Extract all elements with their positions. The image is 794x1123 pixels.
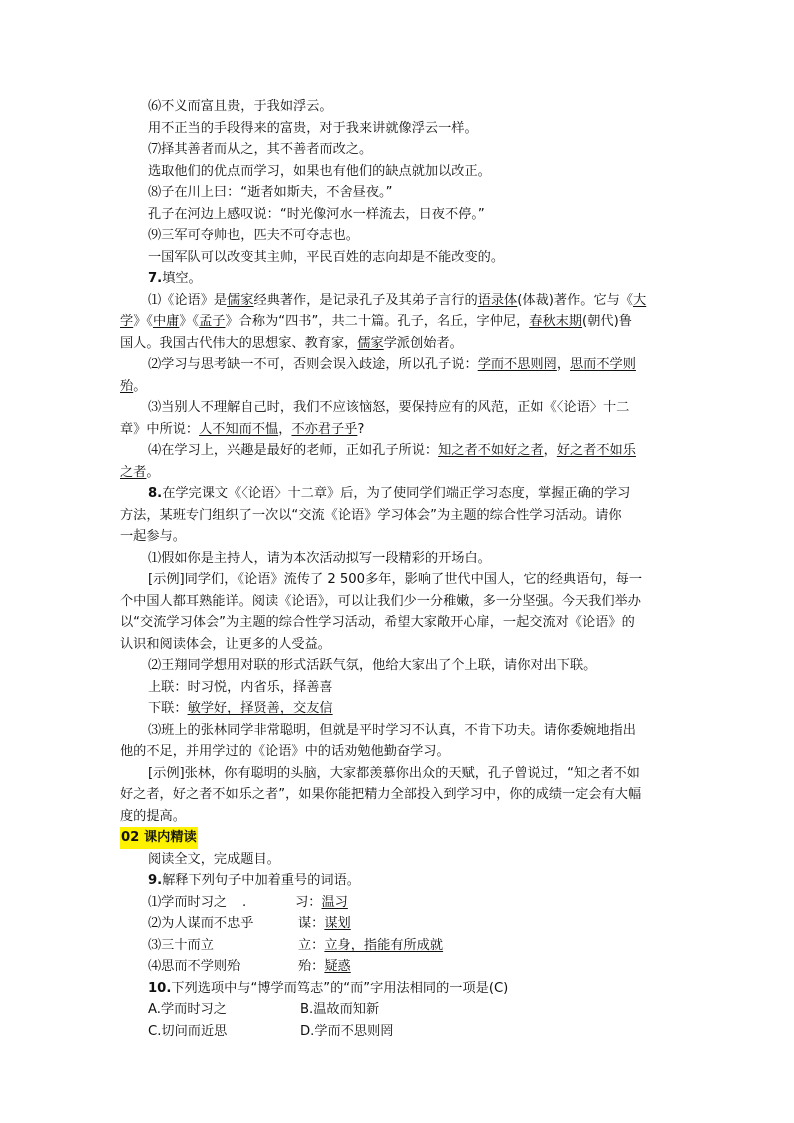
example-line: 度的提高。 (120, 808, 186, 824)
example-line: 个中国人都耳熟能详。阅读《论语》，可以让我们少一分稚嫩，多一分坚强。今天我们举办 (120, 593, 641, 609)
example-line: [示例]同学们，《论语》流传了 2 500多年，影响了世代中国人，它的经典语句，每一 (148, 572, 643, 587)
text-line: 孔子在河边上感叹说：“时光像河水一样流去，日夜不停。” (148, 206, 485, 222)
text-line: 选取他们的优点而学习，如果也有他们的缺点就加以改正。 (148, 163, 491, 179)
text-line: 一起参与。 (120, 529, 186, 544)
option-b: B.温故而知新 (300, 1002, 380, 1017)
question-9: 9.解释下列句子中加着重号的词语。 (148, 873, 360, 888)
question-7: 7.填空。 (148, 271, 202, 286)
fill-4-line: ⑷在学习上，兴趣是最好的老师，正如孔子所说：知之者不如好之者，好之者不如乐 (148, 443, 636, 458)
text-line: 他的不足，并用学过的《论语》中的话劝勉他勤奋学习。 (120, 744, 450, 759)
example-line: 以“交流学习体会”为主题的综合性学习活动，希望大家敞开心扉，一起交流对《论语》的 (120, 615, 635, 630)
text-line: ⑵王翔同学想用对联的形式活跃气氛，他给大家出了个上联，请你对出下联。 (148, 658, 597, 673)
fill-3-line: ⑶当别人不理解自己时，我们不应该恼怒，要保持应有的风范，正如《〈论语〉十二 (148, 400, 630, 415)
example-line: 好之者，好之者不如乐之者”，如果你能把精力全部投入到学习中，你的成绩一定会有大幅 (120, 787, 642, 802)
option-d: D.学而不思则罔 (300, 1023, 394, 1039)
text-line: 阅读全文，完成题目。 (148, 851, 280, 867)
word-item: ⑷思而不学则殆 殆：疑惑 (148, 959, 351, 974)
option-a: A.学而时习之 (148, 1002, 227, 1017)
question-10: 10.下列选项中与“博学而笃志”的“而”字用法相同的一项是(C) (148, 980, 509, 996)
word-item: ⑶三十而立 立：立身，指能有所成就 (148, 937, 444, 953)
text-line: ⑺择其善者而从之，其不善者而改之。 (148, 142, 373, 157)
fill-4-line: 之者。 (120, 464, 160, 480)
word-item: ⑴学而时习之 . 习：温习 (148, 894, 348, 910)
couplet-lower: 下联：敏学好，择贤善，交友信 (148, 701, 333, 716)
options-row (120, 1021, 680, 1043)
option-c: C.切问而近思 (148, 1023, 228, 1039)
fill-1-line: 学》《中庸》《孟子》合称为“四书”，共二十篇。孔子，名丘，字仲尼，春秋末期(朝代)鲁 (120, 314, 632, 329)
example-line: [示例]张林，你有聪明的头脑，大家都羡慕你出众的天赋，孔子曾说过，“知之者不如 (148, 765, 640, 781)
text-line: ⑴假如你是主持人，请为本次活动拟写一段精彩的开场白。 (148, 550, 491, 566)
section-heading: 02 课内精读 (120, 827, 680, 849)
fill-1-line: 国人。我国古代伟大的思想家、教育家，儒家学派创始者。 (120, 335, 463, 351)
example-line: 认识和阅读体会，让更多的人受益。 (120, 636, 331, 652)
text-line: ⑼三军可夺帅也，匹夫不可夺志也。 (148, 228, 359, 243)
text-line: 方法，某班专门组织了一次以“交流《论语》学习体会”为主题的综合性学习活动。请你 (120, 507, 622, 523)
fill-1-line: ⑴《论语》是儒家经典著作，是记录孔子及其弟子言行的语录体(体裁)著作。它与《大 (148, 292, 647, 308)
text-line: ⑹不义而富且贵，于我如浮云。 (148, 99, 333, 114)
document-page (120, 96, 680, 1042)
couplet-upper: 上联：时习悦，内省乐，择善喜 (148, 679, 333, 695)
options-row (120, 999, 680, 1021)
fill-2-line: 殆。 (120, 378, 147, 394)
word-item: ⑵为人谋而不忠乎 谋：谋划 (148, 916, 351, 931)
question-8: 8.在学完课文《〈论语〉十二章》后，为了使同学们端正学习态度，掌握正确的学习 (148, 486, 631, 501)
text-line: 用不正当的手段得来的富贵，对于我来讲就像浮云一样。 (148, 120, 478, 136)
fill-2-line: ⑵学习与思考缺一不可，否则会误入歧途，所以孔子说：学而不思则罔，思而不学则 (148, 357, 636, 372)
fill-3-line: 章》中所说：人不知而不愠，不亦君子乎? (120, 421, 365, 437)
text-line: ⑻子在川上曰：“逝者如斯夫，不舍昼夜。” (148, 185, 393, 200)
text-line: 一国军队可以改变其主帅，平民百姓的志向却是不能改变的。 (148, 249, 505, 265)
text-line: ⑶班上的张林同学非常聪明，但就是平时学习不认真，不肯下功夫。请你委婉地指出 (148, 722, 636, 738)
